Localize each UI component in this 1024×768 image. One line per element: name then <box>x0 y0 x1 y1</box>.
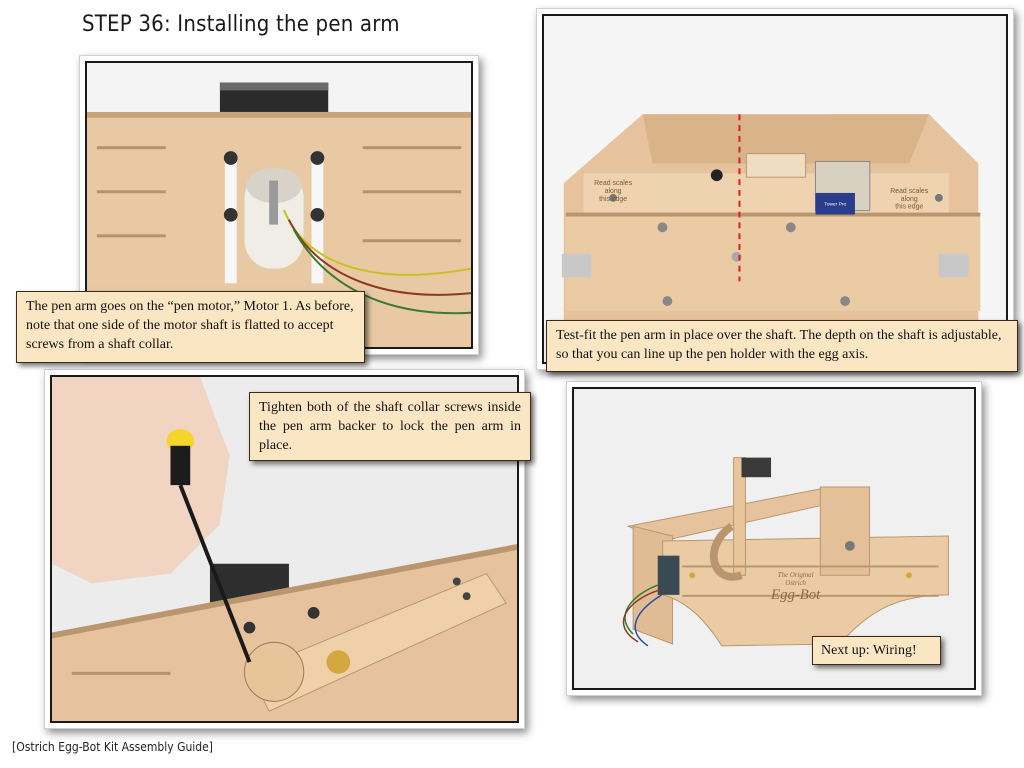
servo-brand-label: Tower Pro <box>824 202 847 208</box>
logo-line-3: Egg-Bot <box>771 586 821 603</box>
logo-line-2: Ostrich <box>785 580 806 588</box>
scale-label-left-3: this edge <box>599 195 628 203</box>
test-fit-illustration <box>544 16 1006 362</box>
logo-line-1: The Original <box>777 572 814 580</box>
scale-label-right-1: Read scales <box>890 187 929 195</box>
callout-test-fit: Test-fit the pen arm in place over the shaft. The depth on the shaft is adjustable, so that you can line up the pen holder with the egg axis. <box>546 320 1018 372</box>
callout-next-up: Next up: Wiring! <box>812 636 941 665</box>
scale-label-left-2: along <box>604 187 622 195</box>
page-footer: [Ostrich Egg-Bot Kit Assembly Guide] <box>12 740 213 754</box>
scale-label-right-3: this edge <box>895 203 924 211</box>
callout-tighten-screws: Tighten both of the shaft collar screws inside the pen arm backer to lock the pen arm in place. <box>249 392 531 461</box>
page-title: STEP 36: Installing the pen arm <box>82 12 400 37</box>
scale-label-left-1: Read scales <box>594 180 633 188</box>
callout-pen-motor: The pen arm goes on the “pen motor,” Motor 1. As before, note that one side of the motor shaft is flatted to accept screws from a shaft collar. <box>16 291 365 363</box>
scale-label-right-2: along <box>900 195 918 203</box>
photo-test-fit <box>536 8 1014 370</box>
